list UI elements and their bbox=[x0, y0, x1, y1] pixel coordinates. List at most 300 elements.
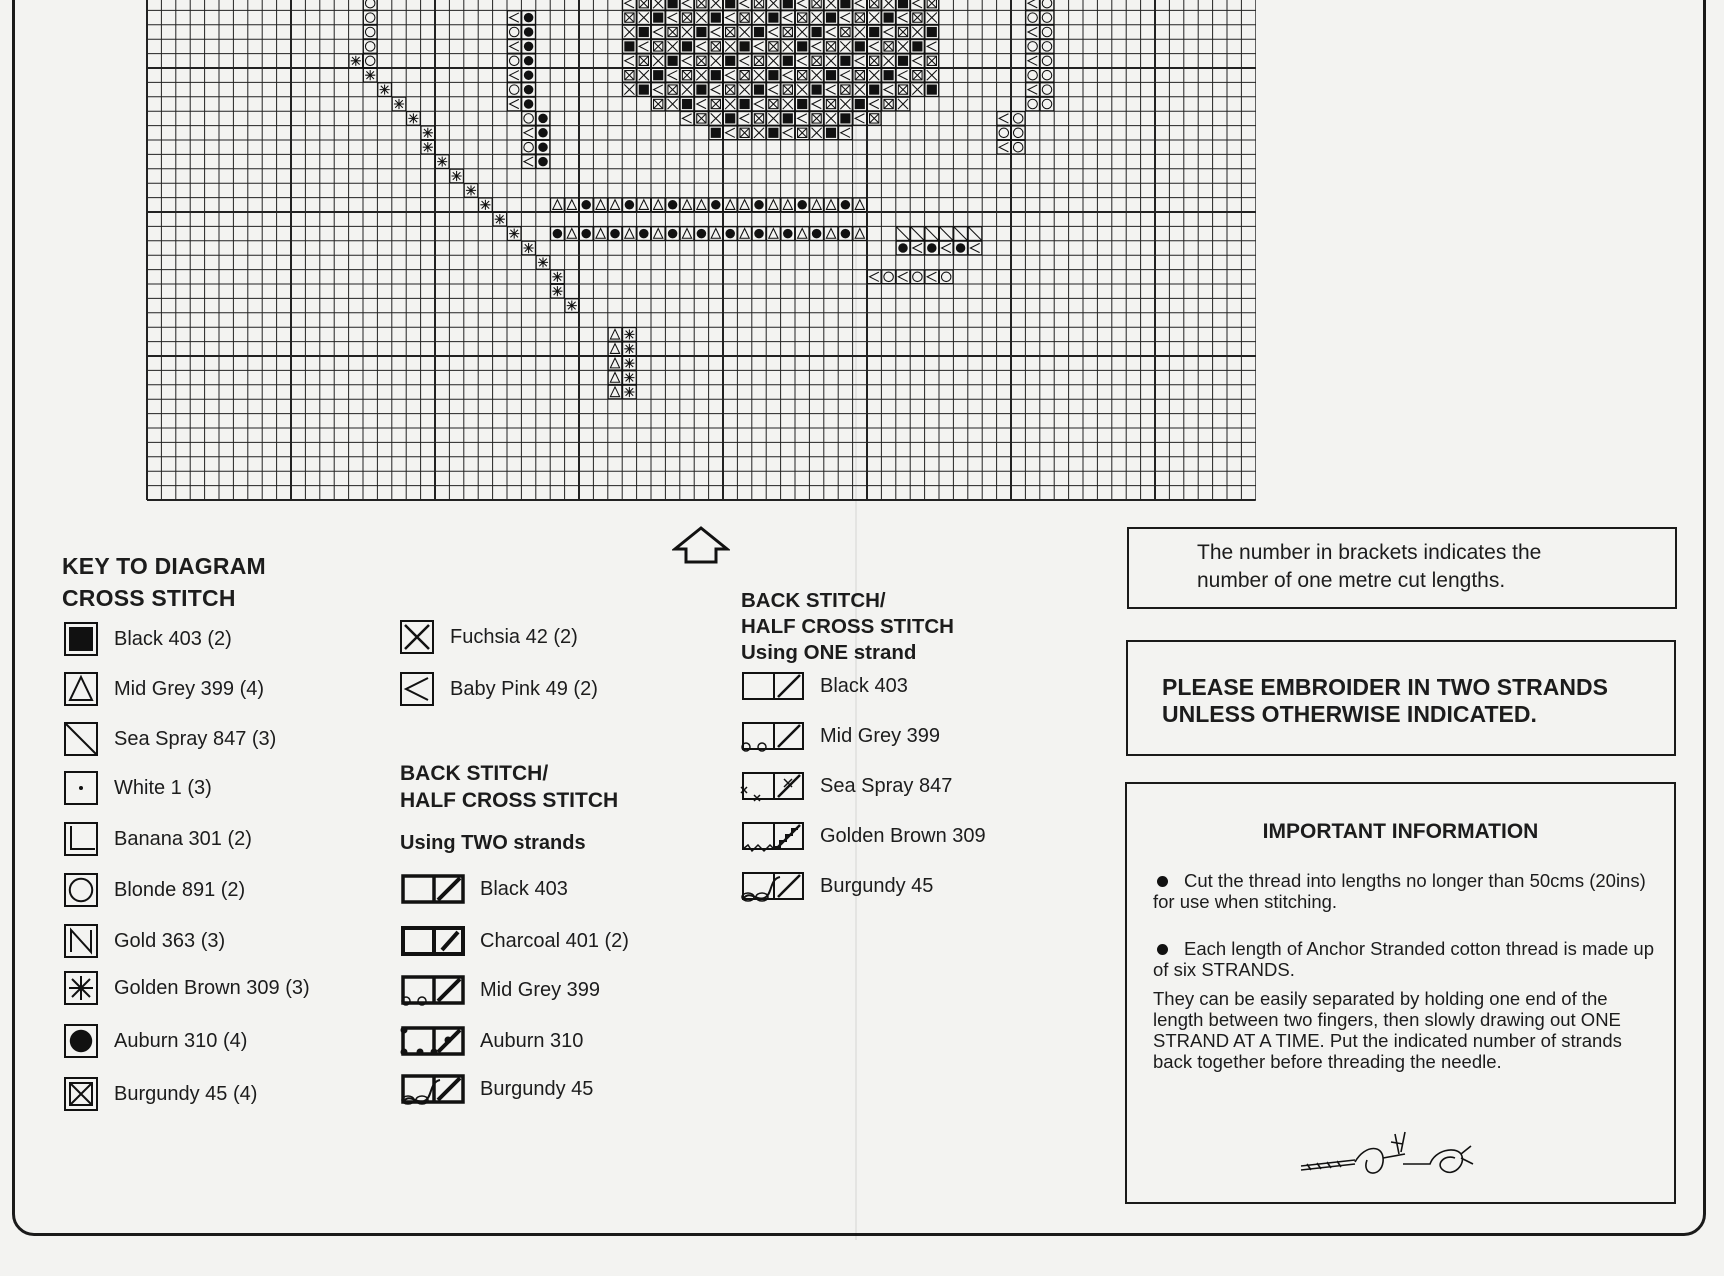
chart-stitch bbox=[565, 198, 579, 212]
chart-stitch bbox=[810, 97, 824, 111]
chart-stitch bbox=[853, 54, 867, 68]
backstitch-seaspray-icon bbox=[740, 769, 806, 803]
chart-stitch bbox=[810, 25, 824, 39]
diagonal-line-icon bbox=[64, 722, 98, 756]
back-two-subheading: Using TWO strands bbox=[400, 832, 586, 854]
boxed-x-icon bbox=[64, 1077, 98, 1111]
brackets-note-line2: number of one metre cut lengths. bbox=[1197, 569, 1506, 592]
chart-stitch bbox=[363, 40, 377, 54]
chart-stitch bbox=[795, 97, 809, 111]
chart-stitch bbox=[824, 126, 838, 140]
chart-stitch bbox=[680, 112, 694, 126]
chart-stitch bbox=[709, 126, 723, 140]
chart-stitch bbox=[407, 112, 421, 126]
chart-stitch bbox=[551, 270, 565, 284]
chart-stitch bbox=[709, 40, 723, 54]
strands-note-line1: PLEASE EMBROIDER IN TWO STRANDS bbox=[1162, 674, 1608, 700]
chart-stitch bbox=[680, 54, 694, 68]
chart-stitch bbox=[666, 11, 680, 25]
chart-stitch bbox=[867, 270, 881, 284]
chart-stitch bbox=[680, 83, 694, 97]
chart-stitch bbox=[680, 0, 694, 10]
legend-label: Black 403 (2) bbox=[114, 627, 232, 650]
chart-stitch bbox=[680, 11, 694, 25]
backstitch-black-icon bbox=[400, 872, 466, 906]
chart-stitch bbox=[1026, 54, 1040, 68]
legend-label: Sea Spray 847 (3) bbox=[114, 727, 277, 750]
legend-label: Fuchsia 42 (2) bbox=[450, 625, 578, 648]
chart-stitch bbox=[709, 54, 723, 68]
chart-stitch bbox=[695, 198, 709, 212]
chart-stitch bbox=[810, 68, 824, 82]
chart-stitch bbox=[507, 40, 521, 54]
chart-stitch bbox=[507, 97, 521, 111]
chart-stitch bbox=[738, 54, 752, 68]
asterisk-icon bbox=[64, 971, 98, 1005]
backstitch-goldenbrown-icon bbox=[740, 819, 806, 853]
chart-stitch bbox=[795, 40, 809, 54]
chart-stitch bbox=[608, 342, 622, 356]
chart-stitch bbox=[795, 68, 809, 82]
chart-stitch bbox=[363, 68, 377, 82]
chart-stitch bbox=[623, 11, 637, 25]
chart-stitch bbox=[623, 328, 637, 342]
chart-stitch bbox=[767, 112, 781, 126]
chart-stitch bbox=[608, 198, 622, 212]
chart-stitch bbox=[680, 227, 694, 241]
chart-stitch bbox=[723, 11, 737, 25]
chart-stitch bbox=[651, 0, 665, 10]
chart-stitch bbox=[896, 25, 910, 39]
backstitch-burgundy-icon bbox=[400, 1072, 466, 1106]
chart-stitch bbox=[363, 0, 377, 10]
chart-stitch bbox=[723, 68, 737, 82]
chart-stitch bbox=[925, 83, 939, 97]
chart-stitch bbox=[507, 11, 521, 25]
chart-stitch bbox=[882, 0, 896, 10]
chart-stitch bbox=[623, 385, 637, 399]
bullet-icon bbox=[1157, 944, 1168, 955]
important-title: IMPORTANT INFORMATION bbox=[1262, 820, 1539, 843]
chart-stitch bbox=[839, 11, 853, 25]
chart-stitch bbox=[853, 112, 867, 126]
chart-stitch bbox=[637, 227, 651, 241]
chart-stitch bbox=[623, 54, 637, 68]
brackets-note-line1: The number in brackets indicates the bbox=[1197, 541, 1542, 564]
chart-stitch bbox=[666, 83, 680, 97]
legend-label: Charcoal 401 (2) bbox=[480, 929, 629, 952]
chart-stitch bbox=[767, 40, 781, 54]
chart-stitch bbox=[1040, 0, 1054, 10]
chart-stitch bbox=[651, 68, 665, 82]
chart-stitch bbox=[752, 54, 766, 68]
chart-stitch bbox=[651, 25, 665, 39]
chart-stitch bbox=[623, 371, 637, 385]
backstitch-charcoal-icon bbox=[400, 924, 466, 958]
chart-stitch bbox=[781, 83, 795, 97]
needle-thread-icon bbox=[1295, 1124, 1485, 1194]
chart-stitch bbox=[1026, 83, 1040, 97]
chart-stitch bbox=[522, 112, 536, 126]
legend-item bbox=[64, 1077, 257, 1111]
chart-stitch bbox=[795, 198, 809, 212]
back-two-heading-line2: HALF CROSS STITCH bbox=[400, 789, 619, 812]
chart-stitch bbox=[507, 227, 521, 241]
chart-stitch bbox=[723, 97, 737, 111]
chart-stitch bbox=[925, 270, 939, 284]
triangle-icon bbox=[64, 672, 98, 706]
chart-stitch bbox=[853, 0, 867, 10]
legend-label: Sea Spray 847 bbox=[820, 774, 953, 797]
chart-stitch bbox=[925, 11, 939, 25]
chart-stitch bbox=[781, 227, 795, 241]
chart-stitch bbox=[781, 112, 795, 126]
chart-stitch bbox=[853, 83, 867, 97]
chart-stitch bbox=[853, 227, 867, 241]
chart-stitch bbox=[579, 227, 593, 241]
chart-stitch bbox=[1040, 83, 1054, 97]
important-info-box bbox=[1125, 782, 1676, 1204]
chart-stitch bbox=[925, 54, 939, 68]
filled-square-icon bbox=[64, 622, 98, 656]
chart-stitch bbox=[695, 97, 709, 111]
chart-stitch bbox=[637, 54, 651, 68]
chart-stitch bbox=[1026, 0, 1040, 10]
chart-stitch bbox=[666, 68, 680, 82]
chart-stitch bbox=[680, 40, 694, 54]
chart-stitch bbox=[738, 68, 752, 82]
chart-stitch bbox=[925, 241, 939, 255]
important-p2 bbox=[1153, 938, 1654, 980]
filled-circle-icon bbox=[64, 1024, 98, 1058]
chart-stitch bbox=[824, 112, 838, 126]
chart-stitch bbox=[795, 83, 809, 97]
chart-stitch bbox=[623, 342, 637, 356]
chart-stitch bbox=[867, 25, 881, 39]
chart-stitch bbox=[507, 25, 521, 39]
chart-stitch bbox=[651, 97, 665, 111]
chart-stitch bbox=[767, 198, 781, 212]
chart-stitch bbox=[867, 97, 881, 111]
legend-label: Auburn 310 (4) bbox=[114, 1029, 248, 1052]
legend-label: Burgundy 45 bbox=[820, 874, 934, 897]
chart-stitch bbox=[1026, 97, 1040, 111]
chart-stitch bbox=[911, 40, 925, 54]
chart-stitch bbox=[651, 11, 665, 25]
chart-stitch bbox=[896, 0, 910, 10]
chart-stitch bbox=[781, 0, 795, 10]
chart-stitch bbox=[781, 11, 795, 25]
chart-stitch bbox=[911, 270, 925, 284]
chart-stitch bbox=[911, 54, 925, 68]
chart-stitch bbox=[911, 68, 925, 82]
chart-stitch bbox=[695, 54, 709, 68]
chart-stitch bbox=[867, 54, 881, 68]
chart-stitch bbox=[911, 241, 925, 255]
chart-stitch bbox=[1026, 40, 1040, 54]
chart-stitch bbox=[695, 227, 709, 241]
dot-icon bbox=[64, 771, 98, 805]
chart-stitch bbox=[709, 25, 723, 39]
back-one-heading-line2: HALF CROSS STITCH bbox=[741, 615, 954, 638]
brackets-note bbox=[1197, 539, 1541, 595]
chart-stitch bbox=[767, 227, 781, 241]
strands-note-line2: UNLESS OTHERWISE INDICATED. bbox=[1162, 701, 1537, 727]
chart-stitch bbox=[738, 25, 752, 39]
chart-stitch bbox=[522, 11, 536, 25]
chart-stitch bbox=[551, 198, 565, 212]
chart-stitch bbox=[723, 83, 737, 97]
legend-item bbox=[400, 973, 600, 1007]
chart-stitch bbox=[579, 198, 593, 212]
chart-stitch bbox=[723, 0, 737, 10]
legend-label: Golden Brown 309 (3) bbox=[114, 976, 310, 999]
back-one-subheading: Using ONE strand bbox=[741, 641, 917, 664]
chart-stitch bbox=[565, 227, 579, 241]
chart-stitch bbox=[882, 25, 896, 39]
chart-stitch bbox=[1040, 11, 1054, 25]
legend-item bbox=[64, 771, 212, 805]
chart-stitch bbox=[795, 54, 809, 68]
chart-stitch bbox=[522, 40, 536, 54]
chart-stitch bbox=[695, 0, 709, 10]
chart-stitch bbox=[752, 227, 766, 241]
chart-stitch bbox=[709, 0, 723, 10]
chart-stitch bbox=[709, 68, 723, 82]
chart-stitch bbox=[608, 385, 622, 399]
chart-stitch bbox=[752, 11, 766, 25]
chart-stitch bbox=[997, 112, 1011, 126]
chart-stitch bbox=[623, 40, 637, 54]
chart-stitch bbox=[839, 83, 853, 97]
chart-stitch bbox=[882, 68, 896, 82]
chart-stitch bbox=[925, 68, 939, 82]
chart-stitch bbox=[666, 198, 680, 212]
chart-stitch bbox=[666, 0, 680, 10]
legend-item bbox=[400, 1072, 593, 1106]
chart-stitch bbox=[781, 126, 795, 140]
chart-stitch bbox=[651, 198, 665, 212]
cross-stitch-chart bbox=[146, 0, 1256, 510]
chart-stitch bbox=[363, 54, 377, 68]
chart-stitch bbox=[594, 198, 608, 212]
key-title-line2: CROSS STITCH bbox=[62, 585, 236, 611]
legend-item bbox=[64, 822, 252, 856]
chart-stitch bbox=[551, 284, 565, 298]
chart-stitch bbox=[853, 68, 867, 82]
chart-stitch bbox=[810, 0, 824, 10]
chart-stitch bbox=[925, 40, 939, 54]
chart-stitch bbox=[522, 25, 536, 39]
legend-item bbox=[64, 873, 245, 907]
chart-stitch bbox=[896, 11, 910, 25]
chart-stitch bbox=[853, 198, 867, 212]
chart-stitch bbox=[795, 0, 809, 10]
legend-item bbox=[64, 1024, 247, 1058]
legend-label: White 1 (3) bbox=[114, 776, 212, 799]
legend-item bbox=[64, 672, 264, 706]
n-symbol-icon bbox=[64, 924, 98, 958]
chart-stitch bbox=[565, 299, 579, 313]
legend-item bbox=[64, 722, 276, 756]
chart-stitch bbox=[507, 83, 521, 97]
chart-stitch bbox=[954, 241, 968, 255]
chart-stitch bbox=[810, 227, 824, 241]
chart-stitch bbox=[824, 11, 838, 25]
chart-stitch bbox=[896, 241, 910, 255]
chart-stitch bbox=[968, 227, 982, 241]
chart-stitch bbox=[853, 97, 867, 111]
chart-stitch bbox=[666, 25, 680, 39]
chart-stitch bbox=[882, 83, 896, 97]
chart-stitch bbox=[1040, 40, 1054, 54]
chart-stitch bbox=[867, 112, 881, 126]
chart-stitch bbox=[723, 126, 737, 140]
chart-stitch bbox=[723, 198, 737, 212]
chart-stitch bbox=[853, 11, 867, 25]
chart-stitch bbox=[867, 83, 881, 97]
chart-stitch bbox=[1026, 68, 1040, 82]
chart-stitch bbox=[637, 25, 651, 39]
chart-stitch bbox=[349, 54, 363, 68]
chart-stitch bbox=[363, 25, 377, 39]
chart-stitch bbox=[680, 25, 694, 39]
chart-stitch bbox=[695, 112, 709, 126]
chart-stitch bbox=[896, 270, 910, 284]
chart-stitch bbox=[709, 83, 723, 97]
chart-stitch bbox=[695, 40, 709, 54]
legend-label: Burgundy 45 bbox=[480, 1077, 594, 1100]
legend-label: Mid Grey 399 bbox=[480, 978, 601, 1001]
chart-stitch bbox=[824, 68, 838, 82]
chart-stitch bbox=[824, 97, 838, 111]
legend-item bbox=[400, 872, 568, 906]
chart-stitch bbox=[896, 40, 910, 54]
chart-stitch bbox=[637, 198, 651, 212]
chart-stitch bbox=[824, 83, 838, 97]
chart-stitch bbox=[752, 40, 766, 54]
chart-stitch bbox=[882, 40, 896, 54]
chart-stitch bbox=[752, 68, 766, 82]
chart-stitch bbox=[522, 97, 536, 111]
chart-stitch bbox=[839, 54, 853, 68]
legend-item bbox=[400, 620, 578, 654]
chart-stitch bbox=[637, 0, 651, 10]
chart-stitch bbox=[767, 54, 781, 68]
chart-stitch bbox=[507, 68, 521, 82]
chart-stitch bbox=[392, 97, 406, 111]
center-arrow-icon bbox=[672, 525, 730, 565]
legend-label: Baby Pink 49 (2) bbox=[450, 677, 598, 700]
less-than-icon bbox=[400, 672, 434, 706]
chart-stitch bbox=[695, 11, 709, 25]
chart-stitch bbox=[421, 140, 435, 154]
chart-stitch bbox=[421, 126, 435, 140]
chart-stitch bbox=[522, 68, 536, 82]
chart-stitch bbox=[522, 83, 536, 97]
chart-stitch bbox=[939, 270, 953, 284]
chart-stitch bbox=[651, 227, 665, 241]
chart-stitch bbox=[781, 198, 795, 212]
chart-stitch bbox=[623, 25, 637, 39]
chart-stitch bbox=[709, 227, 723, 241]
legend-label: Auburn 310 bbox=[480, 1029, 584, 1052]
chart-stitch bbox=[867, 68, 881, 82]
chart-stitch bbox=[767, 68, 781, 82]
chart-stitch bbox=[839, 112, 853, 126]
chart-stitch bbox=[824, 227, 838, 241]
chart-stitch bbox=[651, 83, 665, 97]
chart-stitch bbox=[738, 126, 752, 140]
key-title-line1: KEY TO DIAGRAM bbox=[62, 553, 266, 579]
legend-label: Banana 301 (2) bbox=[114, 827, 252, 850]
chart-stitch bbox=[795, 227, 809, 241]
chart-stitch bbox=[824, 25, 838, 39]
chart-stitch bbox=[795, 11, 809, 25]
chart-stitch bbox=[522, 241, 536, 255]
chart-stitch bbox=[767, 83, 781, 97]
chart-stitch bbox=[738, 112, 752, 126]
chart-stitch bbox=[795, 112, 809, 126]
chart-stitch bbox=[522, 140, 536, 154]
chart-stitch bbox=[882, 54, 896, 68]
chart-stitch bbox=[925, 25, 939, 39]
chart-stitch bbox=[522, 126, 536, 140]
chart-stitch bbox=[522, 54, 536, 68]
chart-stitch bbox=[839, 97, 853, 111]
chart-stitch bbox=[738, 11, 752, 25]
chart-stitch bbox=[939, 241, 953, 255]
chart-stitch bbox=[1026, 11, 1040, 25]
chart-stitch bbox=[781, 25, 795, 39]
chart-stitch bbox=[795, 25, 809, 39]
chart-stitch bbox=[810, 54, 824, 68]
chart-stitch bbox=[651, 40, 665, 54]
chart-stitch bbox=[839, 227, 853, 241]
chart-stitch bbox=[752, 83, 766, 97]
chart-stitch bbox=[723, 40, 737, 54]
chart-stitch bbox=[911, 25, 925, 39]
chart-stitch bbox=[709, 11, 723, 25]
chart-stitch bbox=[608, 328, 622, 342]
chart-stitch bbox=[896, 83, 910, 97]
chart-stitch bbox=[839, 25, 853, 39]
chart-stitch bbox=[839, 126, 853, 140]
chart-stitch bbox=[738, 198, 752, 212]
chart-stitch bbox=[666, 97, 680, 111]
chart-stitch bbox=[680, 198, 694, 212]
chart-stitch bbox=[752, 0, 766, 10]
chart-stitch bbox=[867, 11, 881, 25]
chart-stitch bbox=[594, 227, 608, 241]
chart-stitch bbox=[853, 40, 867, 54]
chart-stitch bbox=[752, 198, 766, 212]
back-two-heading-line1: BACK STITCH/ bbox=[400, 762, 549, 785]
chart-stitch bbox=[680, 68, 694, 82]
chart-stitch bbox=[939, 227, 953, 241]
chart-stitch bbox=[608, 227, 622, 241]
chart-stitch bbox=[723, 112, 737, 126]
chart-stitch bbox=[810, 40, 824, 54]
chart-stitch bbox=[839, 40, 853, 54]
chart-stitch bbox=[493, 212, 507, 226]
chart-stitch bbox=[867, 40, 881, 54]
chart-stitch bbox=[738, 97, 752, 111]
legend-item bbox=[740, 719, 940, 753]
important-p3: They can be easily separated by holding one end of the length between two fingers, then slowly drawing out ONE STRAND AT A TIME. Put the indicated number of strands back together before threading the needle. bbox=[1153, 988, 1622, 1072]
chart-stitch bbox=[824, 54, 838, 68]
chart-stitch bbox=[536, 112, 550, 126]
